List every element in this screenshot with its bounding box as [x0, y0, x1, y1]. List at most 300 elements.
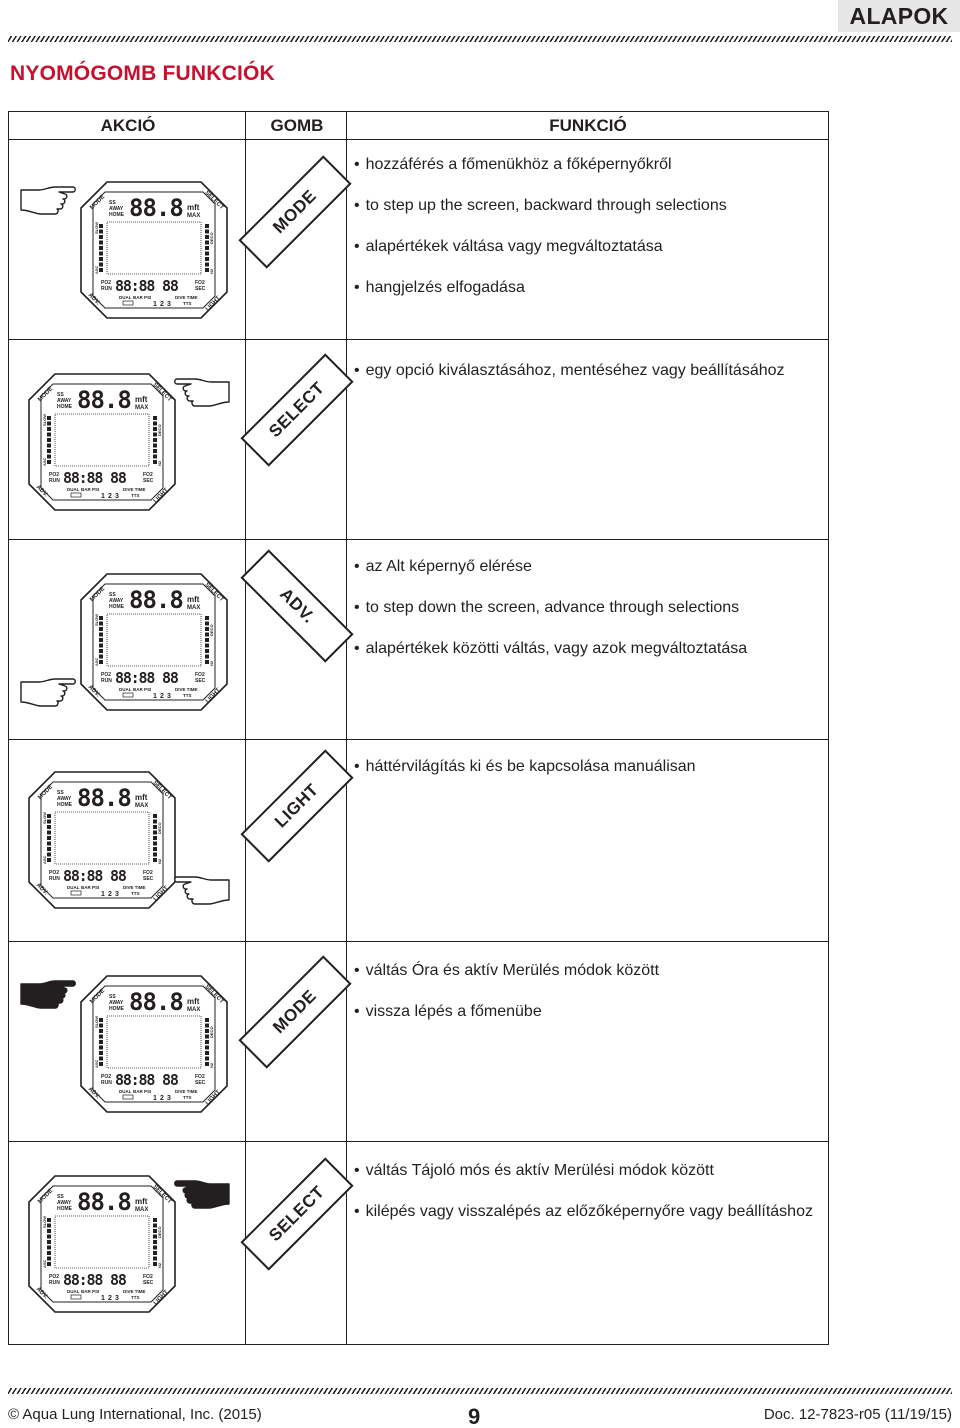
label-po2: PO2	[49, 472, 60, 478]
label-tts: TTS	[183, 301, 192, 306]
corner-label-adv: ADV.	[34, 1286, 49, 1301]
ascent-bar-segment	[47, 444, 51, 448]
ascent-bar-segment	[47, 433, 51, 437]
label-deco: DECO	[209, 232, 214, 244]
label-deco: DECO	[157, 822, 162, 834]
gas-number-1: 1	[153, 693, 157, 700]
label-slow: SLOW	[42, 414, 47, 426]
ascent-bar-segment	[99, 224, 103, 228]
ascent-bar-segment	[99, 1018, 103, 1022]
deco-bar-segment	[153, 416, 157, 420]
ascent-bar-segment	[99, 638, 103, 642]
page-title: NYOMÓGOMB FUNKCIÓK	[10, 62, 275, 85]
top-rule	[8, 36, 952, 42]
label-tts: TTS	[183, 693, 192, 698]
ascent-bar-segment	[99, 246, 103, 250]
hand-shape	[175, 1181, 229, 1208]
label-dive-time: DIVE TIME	[123, 885, 146, 890]
table-row	[9, 340, 828, 540]
ascent-bar-segment	[47, 836, 51, 840]
ascent-bar-segment	[99, 1062, 103, 1066]
label-home: HOME	[109, 212, 124, 218]
deco-bar-segment	[153, 1218, 157, 1222]
pointing-hand-icon	[173, 1176, 231, 1214]
label-run: RUN	[49, 876, 60, 882]
corner-label-mode: MODE	[37, 784, 55, 802]
label-away: AWAY	[109, 206, 124, 212]
deco-bar-segment	[153, 842, 157, 846]
table-row	[9, 540, 828, 740]
digits-top: 88.8	[77, 784, 131, 812]
gas-number-2: 2	[160, 693, 164, 700]
function-item: • háttérvilágítás ki és be kapcsolása manuálisan	[354, 758, 696, 776]
label-fo2: FO2	[195, 1074, 205, 1080]
corner-label-adv: ADV.	[86, 1086, 101, 1101]
ascent-bar-segment	[47, 460, 51, 464]
function-item: • hozzáférés a főmenükhöz a főképernyőkről	[354, 156, 672, 174]
corner-label-light: LIGHT	[204, 687, 222, 705]
deco-bar-segment	[153, 847, 157, 851]
label-sec: SEC	[195, 286, 206, 292]
label-run: RUN	[101, 1080, 112, 1086]
label-dual: DUAL	[67, 885, 80, 890]
label-fo2: FO2	[195, 280, 205, 286]
ascent-bar-segment	[99, 1046, 103, 1050]
watch-illustration	[27, 372, 177, 512]
label-ss: SS	[57, 790, 64, 796]
label-ss: SS	[109, 200, 116, 206]
label-mft: mft	[187, 997, 200, 1006]
label-bar-psi: BAR PSI	[81, 885, 100, 890]
label-away: AWAY	[57, 796, 72, 802]
label-bar-psi: BAR PSI	[133, 295, 152, 300]
label-deco: DECO	[209, 1026, 214, 1038]
deco-bar-segment	[205, 649, 209, 653]
ascent-bar-segment	[47, 831, 51, 835]
digits-bottom: 88:88 88	[115, 1071, 178, 1089]
footer-doc-number: Doc. 12-7823-r05 (11/19/15)	[763, 1406, 952, 1423]
corner-label-mode: MODE	[37, 386, 55, 404]
ascent-bar-segment	[99, 252, 103, 256]
label-run: RUN	[49, 478, 60, 484]
deco-bar-segment	[205, 1040, 209, 1044]
label-fo2: FO2	[143, 1274, 153, 1280]
deco-bar-segment	[153, 853, 157, 857]
hand-indicator	[19, 674, 77, 712]
function-item: • az Alt képernyő elérése	[354, 558, 532, 576]
digits-bottom: 88:88 88	[63, 1271, 126, 1289]
deco-bar-segment	[205, 257, 209, 261]
function-item: • alapértékek közötti váltás, vagy azok megváltoztatása	[354, 640, 747, 658]
deco-bar-segment	[153, 1240, 157, 1244]
ascent-bar-segment	[99, 655, 103, 659]
label-max: MAX	[187, 605, 201, 611]
table-row	[9, 1142, 828, 1346]
gas-number-3: 3	[167, 693, 171, 700]
section-tag: ALAPOK	[838, 0, 960, 32]
hand-indicator	[173, 374, 231, 412]
deco-bar-segment	[153, 1251, 157, 1255]
ascent-bar-segment	[47, 814, 51, 818]
label-n2: N2	[209, 1062, 214, 1068]
hand-indicator	[19, 182, 77, 220]
label-tts: TTS	[183, 1095, 192, 1100]
label-dive-time: DIVE TIME	[175, 1089, 198, 1094]
watch-illustration	[27, 770, 177, 910]
dive-computer-display	[79, 572, 229, 712]
label-home: HOME	[57, 404, 72, 410]
hand-indicator	[173, 872, 231, 910]
ascent-bar-segment	[99, 1040, 103, 1044]
hand-shape	[21, 187, 75, 214]
label-bar-psi: BAR PSI	[81, 1289, 100, 1294]
corner-label-adv: ADV.	[86, 292, 101, 307]
hand-indicator	[19, 976, 77, 1014]
label-slow: SLOW	[42, 812, 47, 824]
ascent-bar-segment	[99, 263, 103, 267]
gas-number-3: 3	[115, 1295, 119, 1302]
corner-label-mode: MODE	[89, 586, 107, 604]
deco-bar-segment	[205, 655, 209, 659]
corner-label-mode: MODE	[37, 1188, 55, 1206]
label-home: HOME	[109, 604, 124, 610]
corner-label-light: LIGHT	[152, 1289, 170, 1307]
label-away: AWAY	[109, 1000, 124, 1006]
corner-label-adv: ADV.	[34, 882, 49, 897]
label-slow: SLOW	[42, 1216, 47, 1228]
gas-number-3: 3	[115, 493, 119, 500]
deco-bar-segment	[153, 438, 157, 442]
label-asc: ASC	[42, 457, 47, 466]
label-away: AWAY	[57, 1200, 72, 1206]
deco-bar-segment	[153, 814, 157, 818]
function-item: • to step down the screen, advance through selections	[354, 599, 739, 617]
deco-bar-segment	[205, 1057, 209, 1061]
digits-bottom: 88:88 88	[115, 669, 178, 687]
button-name-label	[240, 1157, 353, 1270]
gas-number-3: 3	[167, 301, 171, 308]
function-item: • egy opció kiválasztásához, mentéséhez vagy beállításához	[354, 362, 785, 380]
label-asc: ASC	[42, 855, 47, 864]
button-name-label	[240, 353, 353, 466]
ascent-bar-segment	[47, 1262, 51, 1266]
deco-bar-segment	[205, 616, 209, 620]
deco-bar-segment	[205, 263, 209, 267]
button-name-text: MODE	[269, 986, 321, 1038]
watch-illustration	[79, 572, 229, 712]
gas-number-2: 2	[160, 1095, 164, 1102]
digits-top: 88.8	[129, 194, 183, 222]
ascent-bar-segment	[99, 1057, 103, 1061]
hand-shape	[175, 877, 229, 904]
bottom-rule	[8, 1388, 952, 1394]
label-dive-time: DIVE TIME	[175, 687, 198, 692]
ascent-bar-segment	[47, 455, 51, 459]
label-po2: PO2	[101, 672, 112, 678]
ascent-bar-segment	[47, 1240, 51, 1244]
label-home: HOME	[109, 1006, 124, 1012]
corner-label-select: SELECT	[203, 189, 225, 211]
table-row	[9, 140, 828, 340]
label-sec: SEC	[143, 1280, 154, 1286]
ascent-bar-segment	[47, 1235, 51, 1239]
pointing-hand-icon	[19, 674, 77, 712]
ascent-bar-segment	[99, 660, 103, 664]
label-mft: mft	[187, 595, 200, 604]
function-item: • alapértékek váltása vagy megváltoztatása	[354, 238, 663, 256]
table-row	[9, 942, 828, 1142]
button-name-text: SELECT	[265, 378, 329, 442]
label-asc: ASC	[94, 1059, 99, 1068]
button-name-label	[240, 549, 353, 662]
ascent-bar-segment	[99, 649, 103, 653]
ascent-bar-segment	[99, 644, 103, 648]
label-sec: SEC	[195, 1080, 206, 1086]
deco-bar-segment	[205, 224, 209, 228]
label-away: AWAY	[109, 598, 124, 604]
deco-bar-segment	[153, 1257, 157, 1261]
deco-bar-segment	[205, 644, 209, 648]
watch-illustration	[79, 974, 229, 1114]
label-dive-time: DIVE TIME	[175, 295, 198, 300]
ascent-bar-segment	[99, 622, 103, 626]
hand-shape	[175, 379, 229, 406]
hand-shape	[21, 981, 75, 1008]
footer-copyright: © Aqua Lung International, Inc. (2015)	[8, 1406, 262, 1423]
label-po2: PO2	[101, 280, 112, 286]
label-away: AWAY	[57, 398, 72, 404]
ascent-bar-segment	[47, 1251, 51, 1255]
gas-number-2: 2	[108, 1295, 112, 1302]
deco-bar-segment	[205, 638, 209, 642]
gas-number-1: 1	[153, 1095, 157, 1102]
pointing-hand-icon	[19, 182, 77, 220]
label-mft: mft	[135, 395, 148, 404]
gas-number-2: 2	[108, 493, 112, 500]
gas-number-3: 3	[115, 891, 119, 898]
label-max: MAX	[187, 1007, 201, 1013]
ascent-bar-segment	[99, 1035, 103, 1039]
gas-number-2: 2	[160, 301, 164, 308]
table-header	[9, 112, 828, 140]
button-name-text: MODE	[269, 186, 321, 238]
pointing-hand-icon	[173, 374, 231, 412]
label-ss: SS	[57, 1194, 64, 1200]
corner-label-select: SELECT	[151, 779, 173, 801]
dive-computer-display	[79, 974, 229, 1114]
label-run: RUN	[101, 678, 112, 684]
digits-top: 88.8	[77, 386, 131, 414]
label-po2: PO2	[49, 1274, 60, 1280]
label-mft: mft	[135, 793, 148, 802]
label-dual: DUAL	[119, 1089, 132, 1094]
label-deco: DECO	[157, 1226, 162, 1238]
ascent-bar-segment	[47, 847, 51, 851]
label-home: HOME	[57, 1206, 72, 1212]
button-name-text: LIGHT	[271, 780, 323, 832]
ascent-bar-segment	[47, 422, 51, 426]
label-tts: TTS	[131, 891, 140, 896]
function-item: • váltás Óra és aktív Merülés módok között	[354, 962, 659, 980]
ascent-bar-segment	[99, 241, 103, 245]
label-sec: SEC	[143, 876, 154, 882]
digits-bottom: 88:88 88	[63, 469, 126, 487]
label-max: MAX	[135, 803, 149, 809]
label-deco: DECO	[209, 624, 214, 636]
digits-top: 88.8	[129, 586, 183, 614]
label-n2: N2	[157, 460, 162, 466]
ascent-bar-segment	[99, 268, 103, 272]
label-po2: PO2	[49, 870, 60, 876]
function-item: • to step up the screen, backward through selections	[354, 197, 727, 215]
ascent-bar-segment	[47, 853, 51, 857]
label-mft: mft	[135, 1197, 148, 1206]
label-run: RUN	[101, 286, 112, 292]
label-slow: SLOW	[94, 1016, 99, 1028]
label-mft: mft	[187, 203, 200, 212]
ascent-bar-segment	[99, 1024, 103, 1028]
label-tts: TTS	[131, 493, 140, 498]
deco-bar-segment	[205, 246, 209, 250]
label-asc: ASC	[42, 1259, 47, 1268]
ascent-bar-segment	[47, 416, 51, 420]
button-name-label	[238, 155, 351, 268]
table-row	[9, 740, 828, 942]
label-sec: SEC	[195, 678, 206, 684]
label-bar-psi: BAR PSI	[81, 487, 100, 492]
corner-label-light: LIGHT	[204, 1089, 222, 1107]
pointing-hand-icon	[19, 976, 77, 1014]
button-name-text: ADV.	[276, 584, 319, 627]
label-bar-psi: BAR PSI	[133, 687, 152, 692]
label-ss: SS	[109, 592, 116, 598]
dive-computer-display	[79, 180, 229, 320]
label-max: MAX	[135, 405, 149, 411]
ascent-bar-segment	[47, 1218, 51, 1222]
button-name-label	[238, 955, 351, 1068]
label-tts: TTS	[131, 1295, 140, 1300]
hand-indicator	[173, 1176, 231, 1214]
ascent-bar-segment	[47, 820, 51, 824]
ascent-bar-segment	[99, 230, 103, 234]
function-item: • váltás Tájoló mós és aktív Merülési módok között	[354, 1162, 714, 1180]
ascent-bar-segment	[99, 633, 103, 637]
label-ss: SS	[57, 392, 64, 398]
label-max: MAX	[135, 1207, 149, 1213]
label-deco: DECO	[157, 424, 162, 436]
gas-number-1: 1	[101, 891, 105, 898]
label-fo2: FO2	[195, 672, 205, 678]
ascent-bar-segment	[99, 616, 103, 620]
ascent-bar-segment	[47, 858, 51, 862]
ascent-bar-segment	[99, 627, 103, 631]
corner-label-select: SELECT	[203, 983, 225, 1005]
gas-number-1: 1	[101, 1295, 105, 1302]
ascent-bar-segment	[47, 449, 51, 453]
function-item: • vissza lépés a főmenübe	[354, 1003, 542, 1021]
label-dive-time: DIVE TIME	[123, 487, 146, 492]
button-functions-table	[8, 111, 829, 1345]
label-asc: ASC	[94, 657, 99, 666]
label-bar-psi: BAR PSI	[133, 1089, 152, 1094]
ascent-bar-segment	[47, 842, 51, 846]
digits-top: 88.8	[77, 1188, 131, 1216]
button-name-text: SELECT	[265, 1182, 329, 1246]
corner-label-mode: MODE	[89, 194, 107, 212]
label-dual: DUAL	[119, 295, 132, 300]
deco-bar-segment	[205, 1018, 209, 1022]
ascent-bar-segment	[47, 438, 51, 442]
digits-bottom: 88:88 88	[115, 277, 178, 295]
pointing-hand-icon	[173, 872, 231, 910]
label-slow: SLOW	[94, 614, 99, 626]
label-fo2: FO2	[143, 870, 153, 876]
corner-label-mode: MODE	[89, 988, 107, 1006]
deco-bar-segment	[205, 1046, 209, 1050]
label-ss: SS	[109, 994, 116, 1000]
label-n2: N2	[209, 268, 214, 274]
corner-label-light: LIGHT	[152, 487, 170, 505]
dive-computer-display	[27, 770, 177, 910]
watch-illustration	[79, 180, 229, 320]
corner-label-adv: ADV.	[34, 484, 49, 499]
label-po2: PO2	[101, 1074, 112, 1080]
deco-bar-segment	[153, 455, 157, 459]
ascent-bar-segment	[47, 1246, 51, 1250]
digits-bottom: 88:88 88	[63, 867, 126, 885]
ascent-bar-segment	[47, 1229, 51, 1233]
ascent-bar-segment	[47, 1224, 51, 1228]
corner-label-select: SELECT	[151, 1183, 173, 1205]
label-home: HOME	[57, 802, 72, 808]
corner-label-light: LIGHT	[204, 295, 222, 313]
gas-number-3: 3	[167, 1095, 171, 1102]
label-n2: N2	[209, 660, 214, 666]
label-slow: SLOW	[94, 222, 99, 234]
corner-label-select: SELECT	[203, 581, 225, 603]
deco-bar-segment	[205, 1051, 209, 1055]
deco-bar-segment	[153, 444, 157, 448]
function-item: • hangjelzés elfogadása	[354, 279, 525, 297]
ascent-bar-segment	[47, 1257, 51, 1261]
deco-bar-segment	[153, 449, 157, 453]
header-button: GOMB	[270, 116, 324, 135]
ascent-bar-segment	[47, 825, 51, 829]
corner-label-select: SELECT	[151, 381, 173, 403]
dive-computer-display	[27, 372, 177, 512]
dive-computer-display	[27, 1174, 177, 1314]
watch-illustration	[27, 1174, 177, 1314]
label-fo2: FO2	[143, 472, 153, 478]
label-n2: N2	[157, 858, 162, 864]
header-function: FUNKCIÓ	[549, 116, 627, 135]
ascent-bar-segment	[99, 257, 103, 261]
gas-number-1: 1	[153, 301, 157, 308]
page-number: 9	[468, 1404, 481, 1428]
ascent-bar-segment	[99, 1029, 103, 1033]
label-dive-time: DIVE TIME	[123, 1289, 146, 1294]
deco-bar-segment	[205, 252, 209, 256]
button-name-label	[240, 749, 353, 862]
digits-top: 88.8	[129, 988, 183, 1016]
deco-bar-segment	[153, 836, 157, 840]
label-max: MAX	[187, 213, 201, 219]
deco-bar-segment	[153, 1246, 157, 1250]
ascent-bar-segment	[99, 1051, 103, 1055]
ascent-bar-segment	[47, 427, 51, 431]
ascent-bar-segment	[99, 235, 103, 239]
label-sec: SEC	[143, 478, 154, 484]
